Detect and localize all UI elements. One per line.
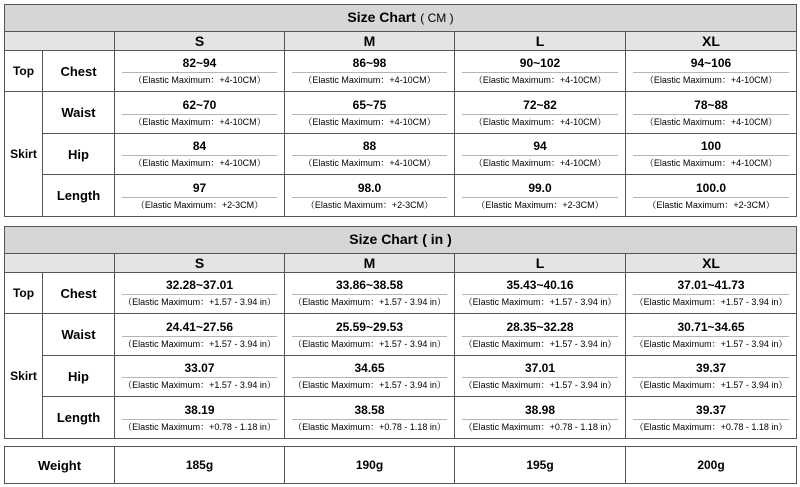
cm-row-length [5,175,797,217]
inch-row-hip [5,356,797,397]
elastic-note: （Elastic Maximum：+1.57 - 3.94 in） [292,336,447,350]
cm-cell-length-s [115,175,285,217]
cm-chart-title [5,5,797,32]
weight-table [4,446,797,484]
cm-group-top: Top [5,51,43,92]
value: 88 [362,139,377,153]
inch-unit-text: ( in ) [422,231,452,247]
cm-title-text: Size Chart [347,9,416,25]
inch-size-header-m: M [285,254,455,273]
cm-cell-waist-xl [626,92,797,134]
weight-s: 185g [115,447,285,484]
elastic-note: （Elastic Maximum：+1.57 - 3.94 in） [633,336,789,350]
cm-cell-hip-m [285,134,455,175]
elastic-note: （Elastic Maximum：+4-10CM） [462,72,618,86]
value: 24.41~27.56 [165,319,234,334]
inch-cell-length-m [285,397,455,439]
elastic-note: （Elastic Maximum：+1.57 - 3.94 in） [122,294,277,308]
value: 33.07 [184,361,215,375]
weight-m: 190g [285,447,455,484]
elastic-note: （Elastic Maximum：+2-3CM） [292,197,447,211]
value: 35.43~40.16 [506,278,574,292]
inch-cell-hip-xl [626,356,797,397]
value: 32.28~37.01 [165,278,234,292]
value: 34.65 [354,361,385,375]
cm-cell-waist-m [285,92,455,134]
inch-row-waist [5,314,797,356]
elastic-note: （Elastic Maximum：+0.78 - 1.18 in） [292,419,447,433]
cm-cell-chest-s [115,51,285,92]
value: 78~88 [694,97,728,112]
inch-measure-length: Length [43,397,115,439]
value: 98.0 [357,180,382,195]
cm-measure-hip: Hip [43,134,115,175]
value: 39.37 [696,402,727,417]
value: 38.98 [524,402,556,417]
cm-size-header-xl: XL [626,32,797,51]
inch-cell-waist-m [285,314,455,356]
elastic-note: （Elastic Maximum：+1.57 - 3.94 in） [462,294,618,308]
cm-measure-length: Length [43,175,115,217]
cm-cell-length-xl [626,175,797,217]
elastic-note: （Elastic Maximum：+4-10CM） [122,114,277,128]
cm-measure-waist: Waist [43,92,115,134]
inch-row-length [5,397,797,439]
elastic-note: （Elastic Maximum：+2-3CM） [122,197,277,211]
cm-measure-chest: Chest [43,51,115,92]
value: 100 [700,139,722,153]
value: 82~94 [182,56,217,70]
inch-header-blank [5,254,115,273]
elastic-note: （Elastic Maximum：+1.57 - 3.94 in） [292,294,447,308]
value: 30.71~34.65 [677,319,745,334]
elastic-note: （Elastic Maximum：+4-10CM） [633,114,789,128]
inch-title-text: Size Chart [349,231,418,247]
inch-cell-hip-s [115,356,285,397]
cm-row-hip [5,134,797,175]
inch-size-header-l: L [455,254,626,273]
weight-label: Weight [5,447,115,484]
inch-cell-length-l [455,397,626,439]
inch-cell-waist-s [115,314,285,356]
inch-row-chest [5,273,797,314]
elastic-note: （Elastic Maximum：+1.57 - 3.94 in） [633,294,789,308]
value: 37.01 [524,361,556,375]
elastic-note: （Elastic Maximum：+0.78 - 1.18 in） [633,419,789,433]
value: 65~75 [352,97,387,112]
inch-cell-chest-xl [626,273,797,314]
inch-group-skirt: Skirt [5,314,43,439]
inch-size-header-s: S [115,254,285,273]
inch-group-top: Top [5,273,43,314]
cm-size-header-l: L [455,32,626,51]
elastic-note: （Elastic Maximum：+4-10CM） [292,72,447,86]
cm-cell-chest-l [455,51,626,92]
value: 97 [192,180,207,195]
value: 86~98 [352,56,387,70]
cm-size-header-s: S [115,32,285,51]
inch-cell-waist-l [455,314,626,356]
value: 94~106 [690,56,732,70]
elastic-note: （Elastic Maximum：+1.57 - 3.94 in） [122,336,277,350]
elastic-note: （Elastic Maximum：+4-10CM） [462,155,618,169]
cm-cell-hip-xl [626,134,797,175]
cm-size-header-m: M [285,32,455,51]
cm-row-waist [5,92,797,134]
inch-cell-chest-s [115,273,285,314]
value: 100.0 [695,180,727,195]
cm-cell-hip-l [455,134,626,175]
inch-size-header-xl: XL [626,254,797,273]
value: 33.86~38.58 [335,278,404,292]
value: 25.59~29.53 [335,319,404,334]
cm-cell-waist-l [455,92,626,134]
elastic-note: （Elastic Maximum：+2-3CM） [633,197,789,211]
weight-xl: 200g [626,447,797,484]
value: 62~70 [182,97,217,112]
size-chart-cm-table [4,4,797,217]
inch-measure-hip: Hip [43,356,115,397]
elastic-note: （Elastic Maximum：+0.78 - 1.18 in） [122,419,277,433]
elastic-note: （Elastic Maximum：+4-10CM） [292,155,447,169]
elastic-note: （Elastic Maximum：+1.57 - 3.94 in） [122,377,277,391]
inch-cell-hip-m [285,356,455,397]
inch-cell-length-s [115,397,285,439]
elastic-note: （Elastic Maximum：+4-10CM） [292,114,447,128]
value: 39.37 [696,361,727,375]
inch-cell-hip-l [455,356,626,397]
value: 28.35~32.28 [506,319,574,334]
cm-cell-length-m [285,175,455,217]
elastic-note: （Elastic Maximum：+1.57 - 3.94 in） [292,377,447,391]
elastic-note: （Elastic Maximum：+1.57 - 3.94 in） [633,377,789,391]
cm-cell-chest-xl [626,51,797,92]
inch-measure-waist: Waist [43,314,115,356]
cm-cell-chest-m [285,51,455,92]
value: 90~102 [519,56,561,70]
size-chart-inch-table [4,226,797,439]
cm-unit-text: ( CM ) [420,11,454,25]
elastic-note: （Elastic Maximum：+4-10CM） [633,72,789,86]
inch-cell-chest-l [455,273,626,314]
elastic-note: （Elastic Maximum：+1.57 - 3.94 in） [462,336,618,350]
elastic-note: （Elastic Maximum：+4-10CM） [633,155,789,169]
value: 84 [192,139,207,153]
value: 72~82 [523,97,557,112]
cm-group-skirt: Skirt [5,92,43,217]
value: 38.19 [184,402,215,417]
inch-cell-chest-m [285,273,455,314]
cm-row-chest [5,51,797,92]
elastic-note: （Elastic Maximum：+1.57 - 3.94 in） [462,377,618,391]
inch-cell-length-xl [626,397,797,439]
value: 38.58 [354,402,385,417]
weight-l: 195g [455,447,626,484]
inch-cell-waist-xl [626,314,797,356]
elastic-note: （Elastic Maximum：+0.78 - 1.18 in） [462,419,618,433]
elastic-note: （Elastic Maximum：+4-10CM） [462,114,618,128]
inch-measure-chest: Chest [43,273,115,314]
cm-cell-length-l [455,175,626,217]
inch-chart-title [5,227,797,254]
elastic-note: （Elastic Maximum：+2-3CM） [462,197,618,211]
cm-header-blank [5,32,115,51]
cm-cell-hip-s [115,134,285,175]
weight-row [5,447,797,484]
value: 99.0 [528,180,552,195]
value: 94 [533,139,547,153]
elastic-note: （Elastic Maximum：+4-10CM） [122,72,277,86]
value: 37.01~41.73 [677,278,745,292]
cm-cell-waist-s [115,92,285,134]
elastic-note: （Elastic Maximum：+4-10CM） [122,155,277,169]
